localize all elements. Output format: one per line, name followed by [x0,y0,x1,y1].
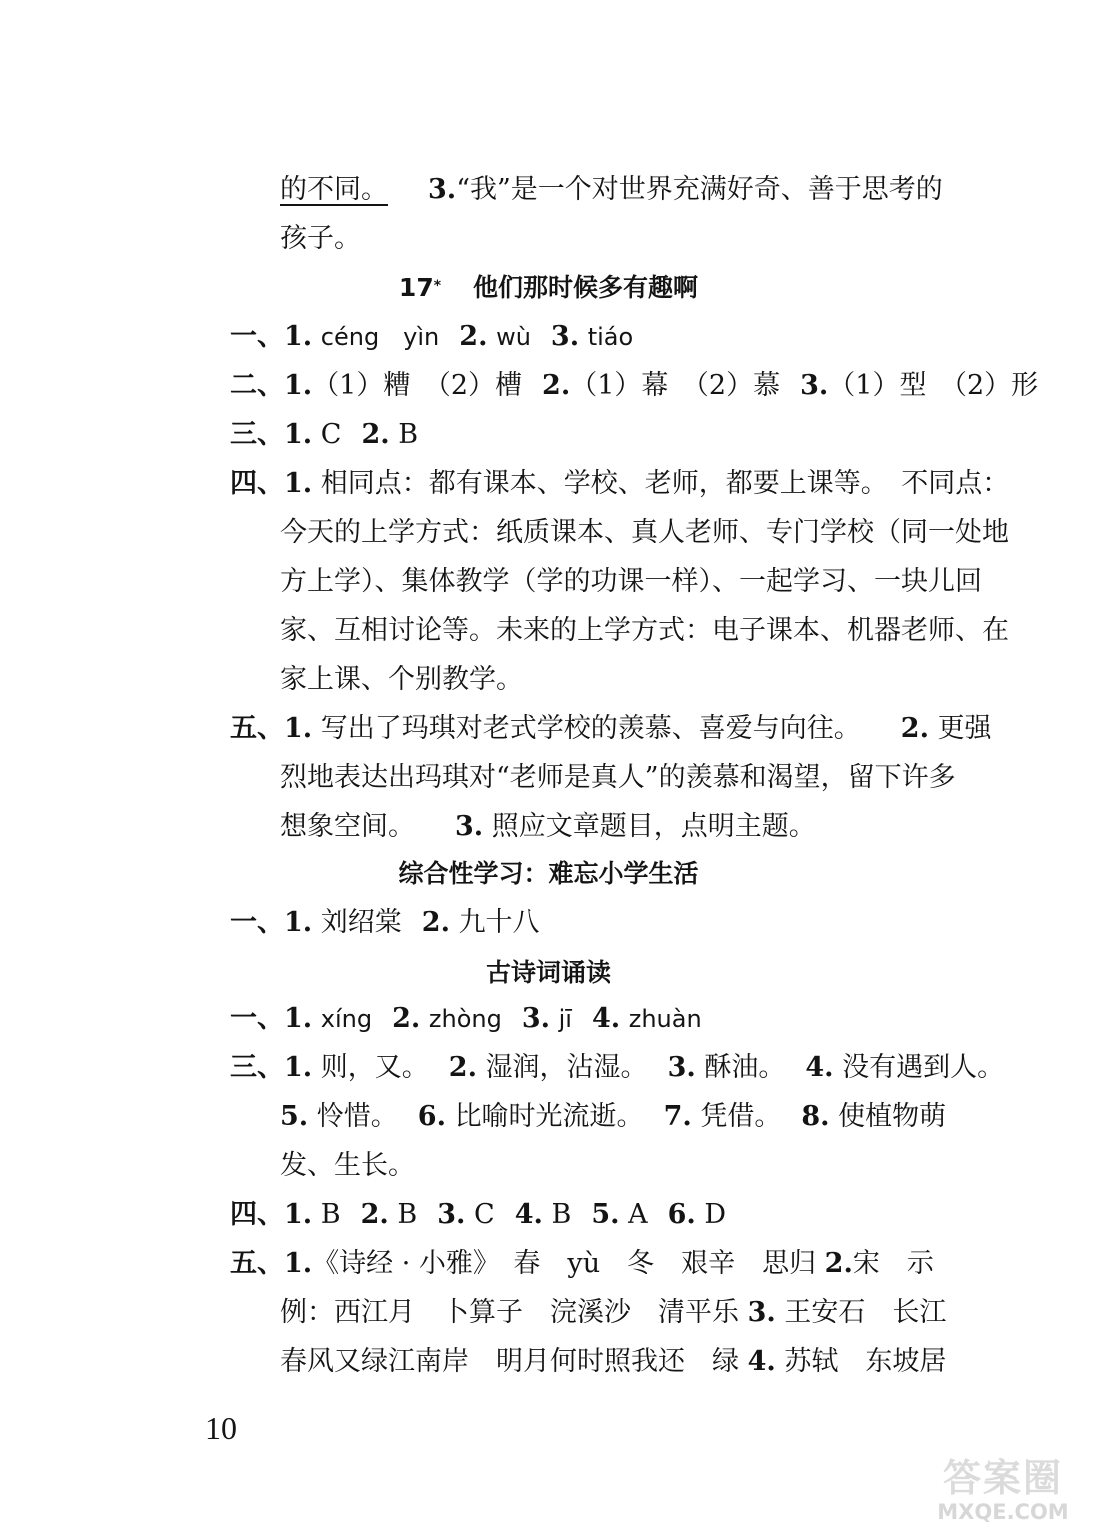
watermark-logo: 答案圈 MXQE.COM [937,1456,1069,1524]
answer-line: 例：西江月 卜算子 浣溪沙 清平乐 3. 王安石 长江 [280,1297,947,1328]
answer-line: 五、1. 写出了玛琪对老式学校的羡慕、喜爱与向往。 2. 更强 [230,713,992,744]
answer-line: 三、1. C 2. B [230,419,419,450]
answer-line: 四、1. B 2. B 3. C 4. B 5. A 6. D [230,1199,727,1230]
answer-line: 想象空间。 3. 照应文章题目，点明主题。 [280,811,816,842]
answer-line: 方上学）、集体教学（学的功课一样）、一起学习、一块儿回 [280,566,982,597]
answer-line: 烈地表达出玛琪对“老师是真人”的羡慕和渴望，留下许多 [280,762,956,793]
underlined-text: 的不同。 [280,174,388,205]
answer-line: 五、1.《诗经 · 小雅》 春 yù 冬 艰辛 思归 2.宋 示 [230,1248,934,1279]
answer-line: 家上课、个别教学。 [280,664,523,695]
answer-line: 春风又绿江南岸 明月何时照我还 绿 4. 苏轼 东坡居 [280,1346,947,1377]
answer-line: 5. 怜惜。 6. 比喻时光流逝。 7. 凭借。 8. 使植物萌 [280,1101,947,1132]
section-title: 17* 他们那时候多有趣啊 [398,273,699,302]
answer-line: 四、1. 相同点：都有课本、学校、老师，都要上课等。 不同点： [230,468,1010,499]
answer-line: 今天的上学方式：纸质课本、真人老师、专门学校（同一处地 [280,517,1009,548]
answer-line: 的不同。 3.“我”是一个对世界充满好奇、善于思考的 [280,174,943,205]
answer-line: 三、1. 则，又。 2. 湿润，沾湿。 3. 酥油。 4. 没有遇到人。 [230,1052,1005,1083]
answer-line: 一、1. céng yìn 2. wù 3. tiáo [230,321,634,352]
answer-line: 家、互相讨论等。未来的上学方式：电子课本、机器老师、在 [280,615,1009,646]
answer-line: 孩子。 [280,223,361,254]
page-number: 10 [205,1410,237,1446]
answer-line: 发、生长。 [280,1150,415,1181]
answer-line: 一、1. xíng 2. zhòng 3. jī 4. zhuàn [230,1003,702,1034]
answer-line: 二、1.（1）糟 （2）槽 2.（1）幕 （2）慕 3.（1）型 （2）形 [230,370,1039,401]
answer-line: 一、1. 刘绍棠 2. 九十八 [230,907,540,938]
section-title: 综合性学习：难忘小学生活 [398,859,699,888]
section-title: 古诗词诵读 [485,958,611,987]
